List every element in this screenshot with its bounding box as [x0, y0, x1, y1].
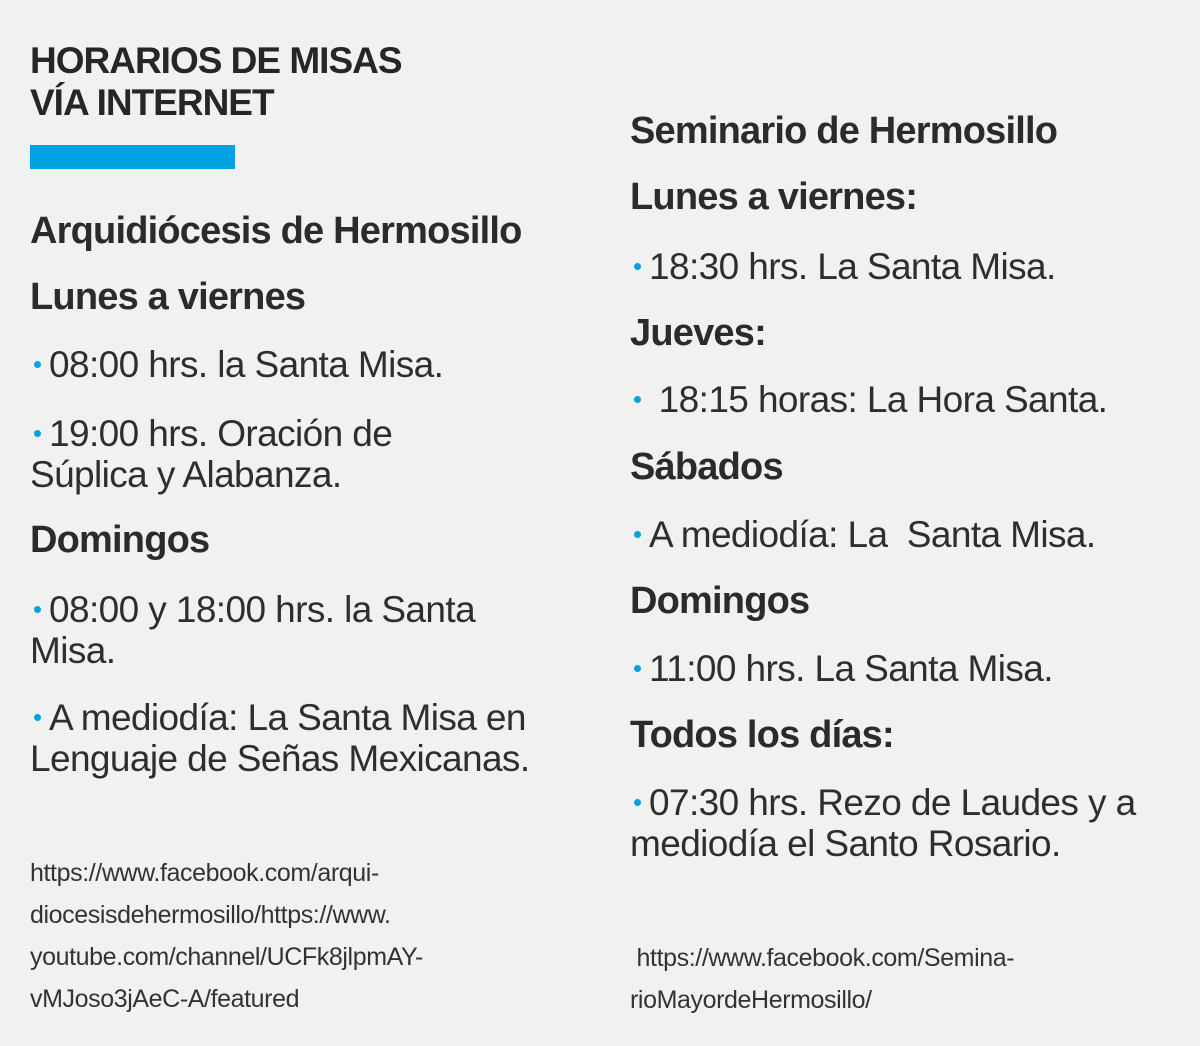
left-link-line-4[interactable]: vMJoso3jAeC-A/featured: [30, 985, 300, 1013]
right-weekdays-heading: Lunes a viernes:: [630, 176, 918, 218]
bullet-icon: [34, 430, 41, 437]
right-weekday-item: 18:30 hrs. La Santa Misa.: [630, 246, 1056, 287]
bullet-icon: [34, 606, 41, 613]
bullet-icon: [634, 665, 641, 672]
right-saturday-item: A mediodía: La Santa Misa.: [630, 514, 1096, 555]
bullet-icon: [34, 361, 41, 368]
left-org-heading: Arquidiócesis de Hermosillo: [30, 210, 522, 252]
left-weekday-item-1: 08:00 hrs. la Santa Misa.: [30, 344, 575, 385]
left-link-line-2[interactable]: diocesisdehermosillo/https://www.: [30, 901, 391, 929]
bullet-icon: [634, 263, 641, 270]
page-title: [30, 40, 402, 124]
title-line-2: VÍA INTERNET: [30, 82, 274, 123]
bullet-icon: [634, 531, 641, 538]
left-weekday-item-2: 19:00 hrs. Oración de Súplica y Alabanza.: [30, 413, 393, 495]
bullet-icon: [634, 799, 641, 806]
left-weekdays-heading: Lunes a viernes: [30, 276, 306, 318]
right-link-line-1[interactable]: https://www.facebook.com/Semina-: [630, 944, 1015, 972]
right-thursday-heading: Jueves:: [630, 312, 766, 354]
left-link-line-1[interactable]: https://www.facebook.com/arqui-: [30, 859, 379, 887]
title-accent-bar: [30, 145, 235, 169]
right-thursday-item: 18:15 horas: La Hora Santa.: [630, 379, 1107, 420]
left-sundays-heading: Domingos: [30, 519, 210, 561]
left-sunday-item-2: A mediodía: La Santa Misa en Lenguaje de Señas Mexicanas.: [30, 697, 530, 779]
left-links[interactable]: [30, 852, 575, 1020]
right-links[interactable]: [630, 937, 1175, 1021]
title-line-1: HORARIOS DE MISAS: [30, 40, 402, 81]
left-sunday-item-1: 08:00 y 18:00 hrs. la Santa Misa.: [30, 589, 476, 671]
right-link-line-2[interactable]: rioMayordeHermosillo/: [630, 986, 872, 1014]
right-everyday-item: 07:30 hrs. Rezo de Laudes y a mediodía el Santo Rosario.: [630, 782, 1136, 864]
bullet-icon: [634, 396, 641, 403]
right-sunday-heading: Domingos: [630, 580, 810, 622]
left-link-line-3[interactable]: youtube.com/channel/UCFk8jlpmAY-: [30, 943, 423, 971]
right-saturday-heading: Sábados: [630, 446, 783, 488]
right-sunday-item: 11:00 hrs. La Santa Misa.: [630, 648, 1053, 689]
right-org-heading: Seminario de Hermosillo: [630, 110, 1058, 152]
bullet-icon: [34, 714, 41, 721]
right-everyday-heading: Todos los días:: [630, 714, 894, 756]
